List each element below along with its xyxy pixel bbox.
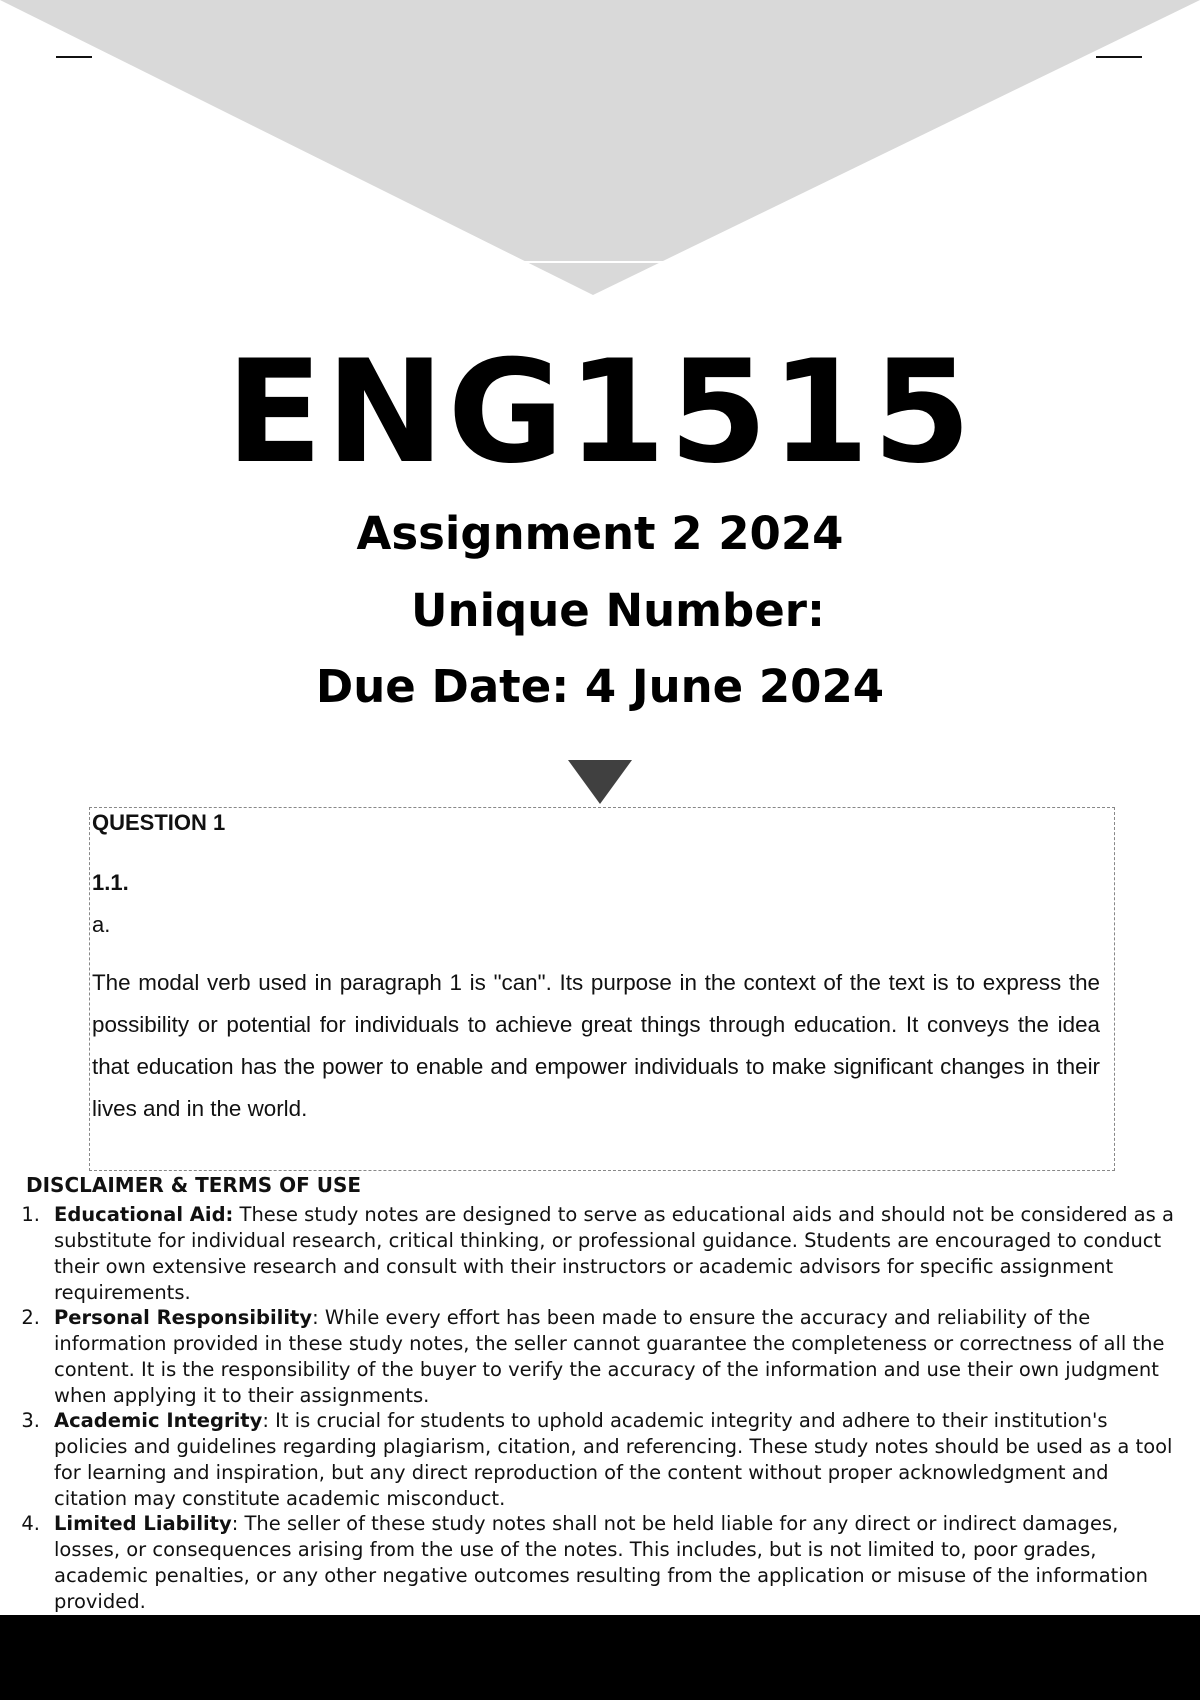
question-answer: The modal verb used in paragraph 1 is "can". Its purpose in the context of the text is to express the possibility or potential for individuals to achieve great things through education. It conveys the idea that education has the power to enable and empower individuals to make significant changes in their lives and in the world.: [92, 970, 1100, 1121]
disclaimer-item-text: [54, 1408, 1186, 1512]
question-box: [89, 807, 1115, 1171]
course-code-title: ENG1515: [225, 330, 975, 495]
due-date-label: Due Date: 4 June 2024: [315, 660, 885, 713]
disclaimer-item-body: These study notes are designed to serve as educational aids and should not be considered as a substitute for individual research, critical thinking, or professional guidance. Students are encouraged to conduct their own extensive research and consult with their instructors or academic advisors for specific assignment requirements.: [54, 1203, 1174, 1304]
disclaimer-item-text: [54, 1202, 1186, 1306]
disclaimer-item-text: [54, 1511, 1186, 1615]
chevron-banner-shape: [0, 0, 1200, 300]
header-rule-left: [56, 56, 92, 58]
disclaimer-item-number: 4.: [21, 1512, 40, 1535]
header-rule-right: [1096, 56, 1142, 58]
unique-number-label: Unique Number:: [411, 584, 825, 637]
disclaimer-item-number: 2.: [21, 1306, 40, 1329]
disclaimer-item-heading: Personal Responsibility: [54, 1306, 313, 1329]
question-number: 1.1.: [92, 870, 129, 895]
disclaimer-item-number: 3.: [21, 1409, 40, 1432]
down-triangle-icon: [568, 760, 632, 804]
disclaimer-item-body: : While every effort has been made to ensure the accuracy and reliability of the information provided in these study notes, the seller cannot guarantee the completeness or correctness of all the content. It is the responsibility of the buyer to verify the accuracy of the information and use their own judgment when applying it to their assignments.: [54, 1306, 1165, 1407]
disclaimer-title: DISCLAIMER & TERMS OF USE: [26, 1173, 362, 1197]
assignment-title: Assignment 2 2024: [356, 507, 844, 560]
disclaimer-item-heading: Educational Aid:: [54, 1203, 234, 1226]
question-title: QUESTION 1: [92, 810, 226, 835]
disclaimer-item-text: [54, 1305, 1186, 1409]
disclaimer-item-heading: Limited Liability: [54, 1512, 232, 1535]
disclaimer-item-heading: Academic Integrity: [54, 1409, 263, 1432]
disclaimer-item-body: : The seller of these study notes shall not be held liable for any direct or indirect damages, losses, or consequences arising from the use of the notes. This includes, but is not limited to, poor grades, academic penalties, or any other negative outcomes resulting from the application or misuse of the information provided.: [54, 1512, 1149, 1613]
disclaimer-item-number: 1.: [21, 1203, 40, 1226]
disclaimer-item-body: : It is crucial for students to uphold academic integrity and adhere to their institution's policies and guidelines regarding plagiarism, citation, and referencing. These study notes should be used as a tool for learning and inspiration, but any direct reproduction of the content without proper acknowledgment and citation may constitute academic misconduct.: [54, 1409, 1173, 1510]
question-part: a.: [92, 912, 111, 937]
bottom-black-bar: [0, 1615, 1200, 1700]
